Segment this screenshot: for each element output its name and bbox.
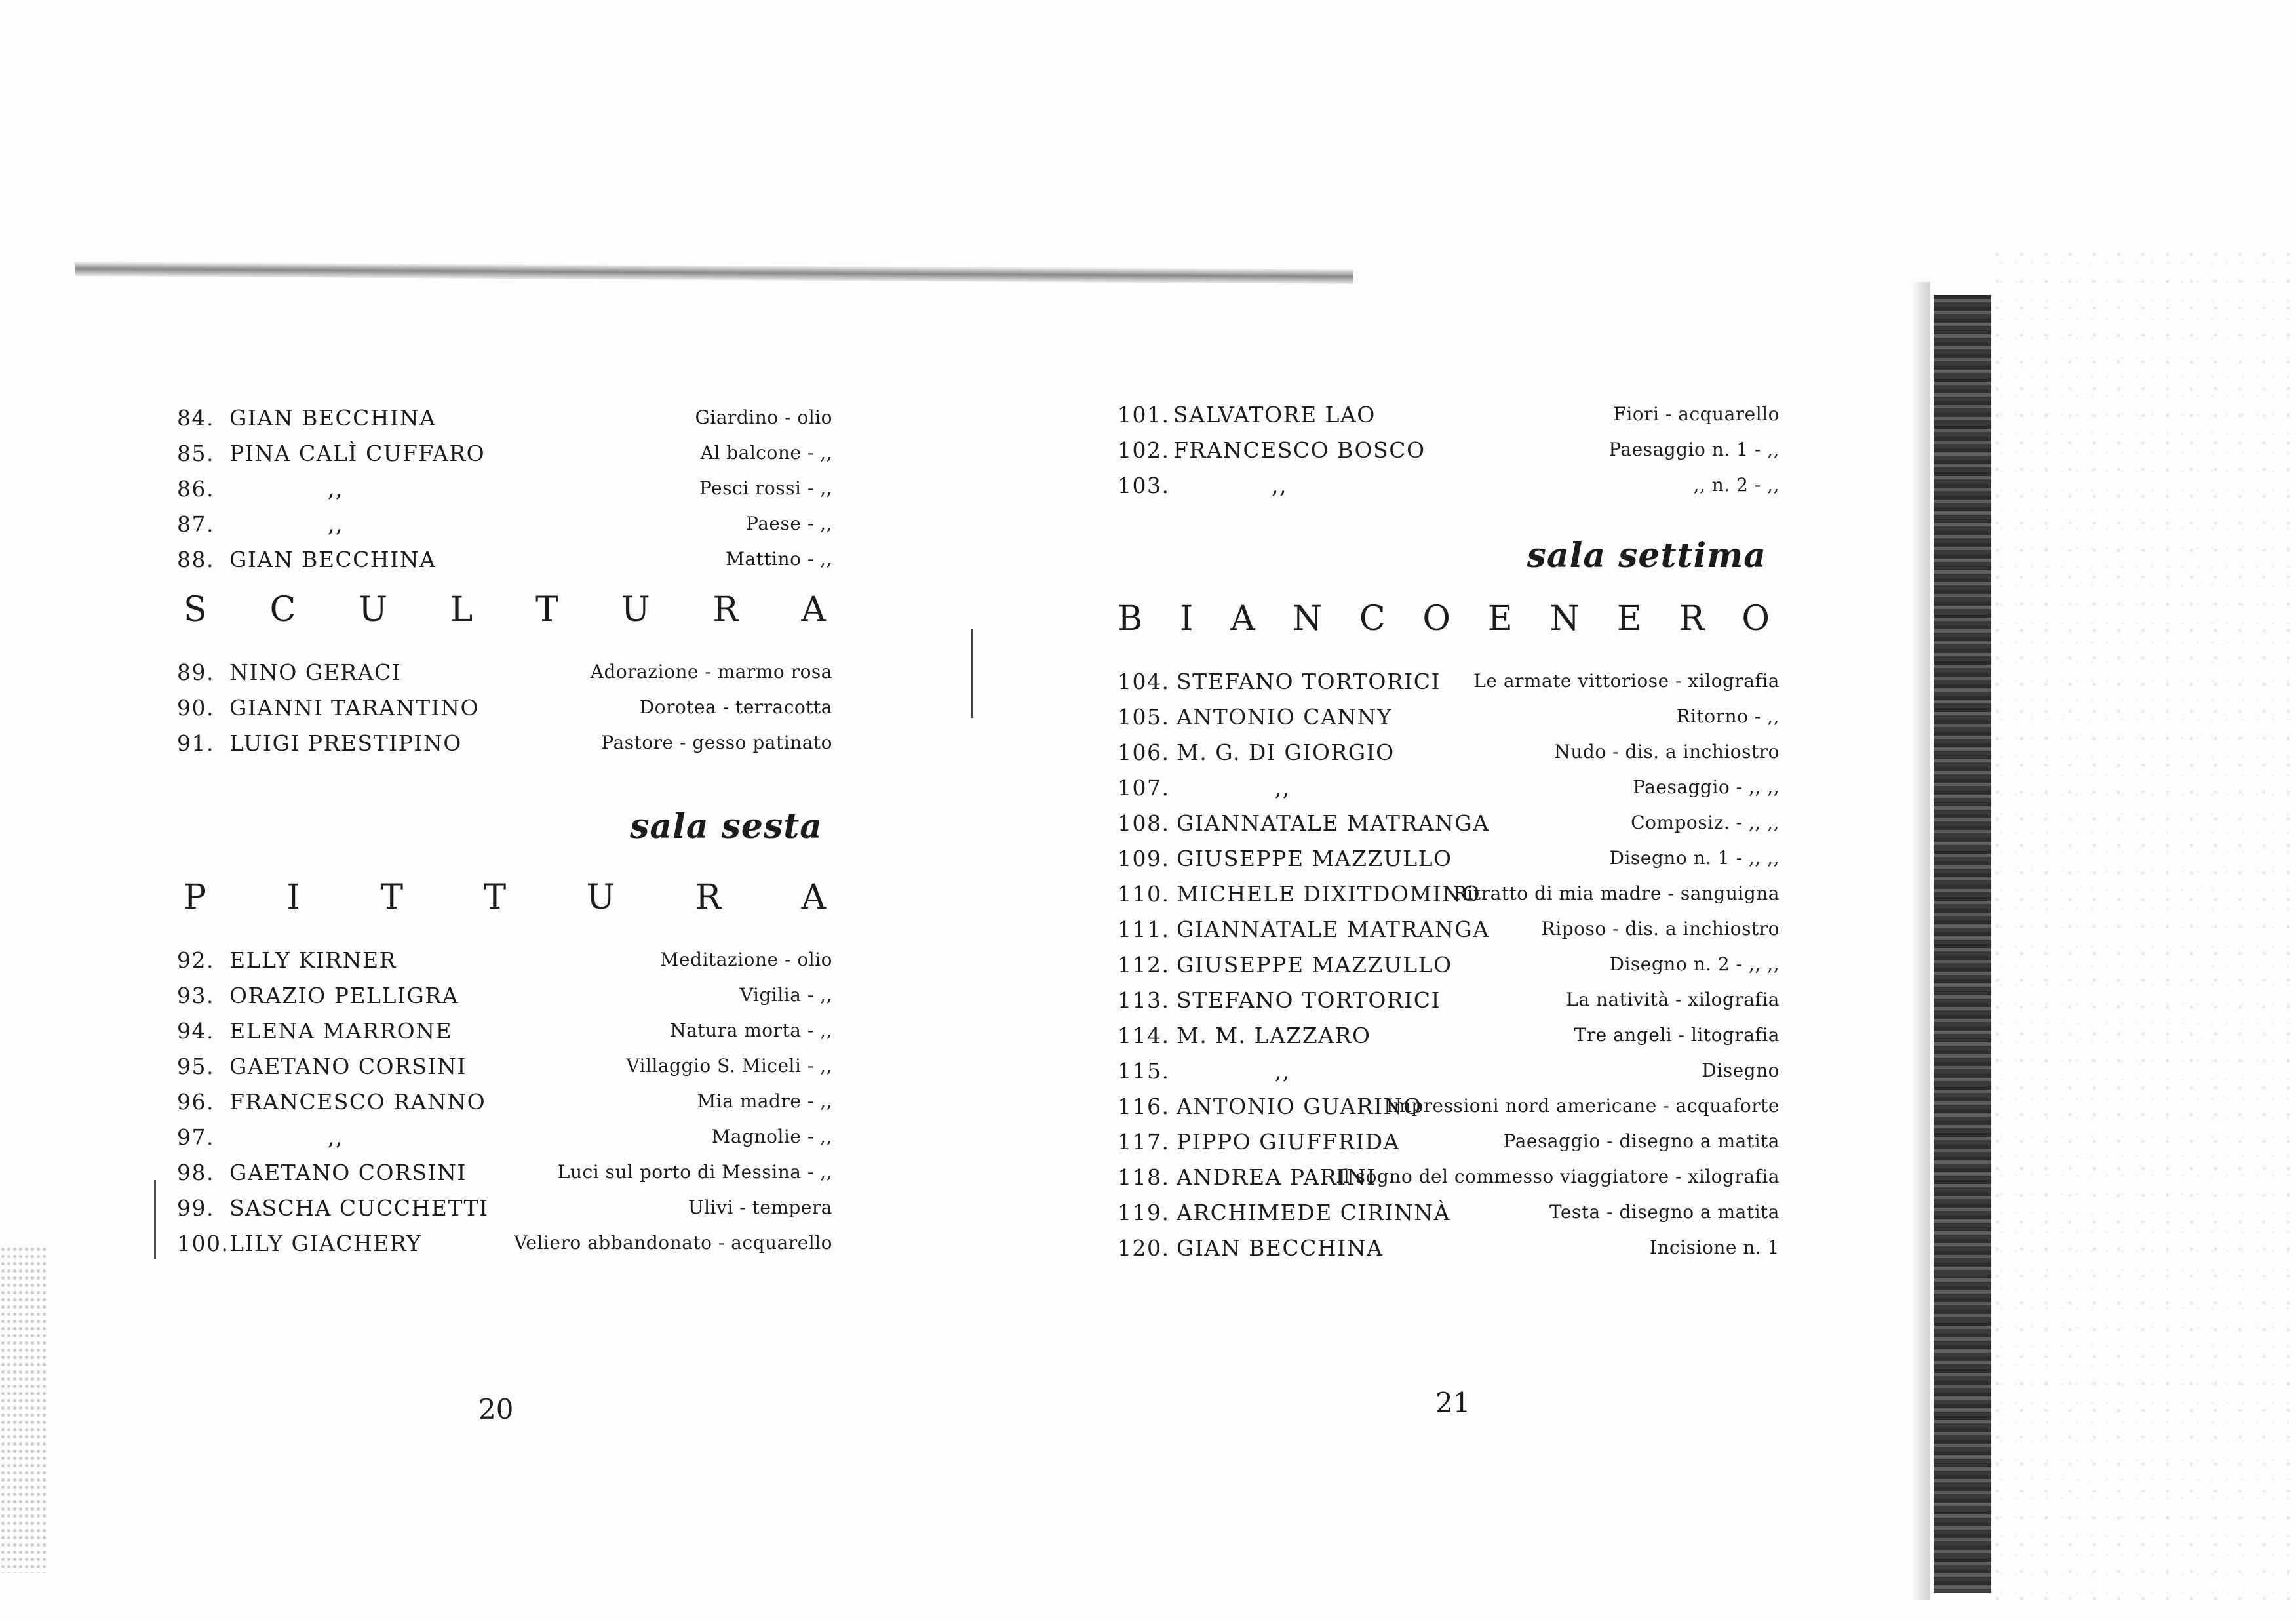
- heading-letter: U: [359, 590, 387, 629]
- page-edge-shadow: [75, 262, 1353, 284]
- entry-number: 95.: [177, 1054, 214, 1079]
- heading-letter: S: [184, 590, 207, 629]
- artwork-title: Le armate vittoriose - xilografia: [1473, 670, 1780, 692]
- artwork-title: Paese - ,,: [746, 513, 832, 534]
- artist-name: NINO GERACI: [229, 660, 402, 685]
- artist-name: GIANNI TARANTINO: [229, 695, 480, 721]
- heading-letter: R: [695, 878, 722, 917]
- heading-letter: T: [380, 878, 404, 917]
- entry-number: 87.: [177, 511, 214, 537]
- entry-number: 102.: [1118, 437, 1170, 463]
- artist-name: STEFANO TORTORICI: [1177, 669, 1441, 694]
- artist-name: GAETANO CORSINI: [229, 1054, 467, 1079]
- catalogue-entry: [1118, 1018, 1780, 1053]
- bianco-e-nero-heading: [1118, 599, 1770, 639]
- artwork-title: Al balcone - ,,: [700, 442, 832, 464]
- catalogue-entry: [177, 400, 832, 435]
- artist-name: ,,: [328, 1124, 343, 1150]
- artwork-title: Magnolie - ,,: [711, 1126, 832, 1147]
- heading-letter: C: [269, 590, 296, 629]
- right-page: [1118, 397, 1780, 1265]
- heading-letter: N: [1549, 599, 1580, 639]
- artwork-title: Meditazione - olio: [659, 949, 832, 970]
- catalogue-entry: [1118, 876, 1780, 911]
- heading-letter: T: [483, 878, 507, 917]
- artist-name: M. M. LAZZARO: [1177, 1023, 1371, 1048]
- entry-list-scultura: [177, 654, 832, 761]
- heading-letter: C: [1359, 599, 1386, 639]
- pittura-heading: [184, 878, 826, 917]
- entry-number: 88.: [177, 547, 214, 572]
- heading-letter: E: [1616, 599, 1642, 639]
- artwork-title: Impressioni nord americane - acquaforte: [1386, 1095, 1780, 1117]
- artwork-title: Tre angeli - litografia: [1574, 1024, 1780, 1046]
- entry-number: 109.: [1118, 846, 1170, 871]
- artist-name: FRANCESCO RANNO: [229, 1089, 486, 1115]
- artist-name: PIPPO GIUFFRIDA: [1177, 1129, 1400, 1155]
- entry-number: 97.: [177, 1124, 214, 1150]
- catalogue-entry: [1118, 1053, 1780, 1088]
- artwork-title: ,, n. 2 - ,,: [1693, 474, 1780, 496]
- artist-name: ,,: [328, 511, 343, 537]
- entry-number: 94.: [177, 1018, 214, 1044]
- catalogue-entry: [1118, 1088, 1780, 1124]
- catalogue-entry: [177, 471, 832, 506]
- catalogue-entry: [177, 725, 832, 761]
- entry-number: 110.: [1118, 881, 1170, 907]
- artist-name: ,,: [1275, 1058, 1291, 1084]
- catalogue-entry: [177, 435, 832, 471]
- catalogue-entry: [177, 1013, 832, 1048]
- entry-number: 105.: [1118, 704, 1170, 730]
- entry-number: 106.: [1118, 740, 1170, 765]
- center-mark: [971, 629, 973, 718]
- entry-number: 100.: [177, 1231, 229, 1256]
- catalogue-entry: [1118, 432, 1780, 467]
- catalogue-entry: [177, 1155, 832, 1190]
- artwork-title: Dorotea - terracotta: [639, 696, 832, 718]
- scan-noise-right: [1993, 249, 2296, 1600]
- artist-name: SASCHA CUCCHETTI: [229, 1195, 489, 1221]
- catalogue-entry: [1118, 397, 1780, 432]
- entry-number: 118.: [1118, 1164, 1170, 1190]
- sala-sesta-heading: sala sesta: [630, 806, 823, 846]
- artwork-title: Il sogno del commesso viaggiatore - xilografia: [1336, 1166, 1780, 1187]
- catalogue-entry: [177, 1190, 832, 1225]
- scultura-heading: [184, 590, 826, 629]
- artwork-title: La natività - xilografia: [1566, 989, 1780, 1010]
- artwork-title: Mia madre - ,,: [697, 1090, 832, 1112]
- heading-letter: U: [621, 590, 650, 629]
- artwork-title: Adorazione - marmo rosa: [590, 661, 832, 682]
- entry-number: 111.: [1118, 917, 1170, 942]
- heading-letter: R: [712, 590, 739, 629]
- artist-name: PINA CALÌ CUFFARO: [229, 441, 486, 466]
- artwork-title: Natura morta - ,,: [670, 1019, 832, 1041]
- artwork-title: Fiori - acquarello: [1613, 403, 1780, 425]
- catalogue-entry: [177, 654, 832, 690]
- artwork-title: Veliero abbandonato - acquarello: [514, 1232, 832, 1254]
- artwork-title: Disegno n. 2 - ,, ,,: [1609, 953, 1780, 975]
- catalogue-entry: [1118, 1230, 1780, 1265]
- heading-letter: E: [1487, 599, 1513, 639]
- catalogue-entry: [1118, 1195, 1780, 1230]
- binding-edge: [1934, 295, 1991, 1593]
- catalogue-entry: [177, 1119, 832, 1155]
- artwork-title: Giardino - olio: [695, 406, 832, 428]
- artist-name: GIAN BECCHINA: [229, 405, 437, 431]
- artwork-title: Vigilia - ,,: [739, 984, 832, 1006]
- artist-name: LILY GIACHERY: [229, 1231, 422, 1256]
- heading-letter: N: [1292, 599, 1323, 639]
- artist-name: ELLY KIRNER: [229, 947, 397, 973]
- entry-number: 99.: [177, 1195, 214, 1221]
- artwork-title: Paesaggio - ,, ,,: [1633, 776, 1780, 798]
- artist-name: ,,: [1272, 473, 1287, 498]
- entry-number: 92.: [177, 947, 214, 973]
- artwork-title: Ritratto di mia madre - sanguigna: [1452, 882, 1780, 904]
- artist-name: GIANNATALE MATRANGA: [1177, 917, 1490, 942]
- catalogue-entry: [1118, 1159, 1780, 1195]
- heading-letter: A: [1230, 599, 1255, 639]
- artist-name: ,,: [1275, 775, 1291, 801]
- artwork-title: Ulivi - tempera: [688, 1197, 832, 1218]
- catalogue-entry: [1118, 467, 1780, 503]
- artist-name: ANTONIO CANNY: [1177, 704, 1393, 730]
- artist-name: FRANCESCO BOSCO: [1173, 437, 1426, 463]
- heading-letter: O: [1422, 599, 1451, 639]
- heading-letter: A: [801, 878, 826, 917]
- left-page: [177, 400, 832, 1261]
- page-number-right: 21: [1435, 1387, 1471, 1419]
- heading-letter: R: [1679, 599, 1705, 639]
- artwork-title: Paesaggio n. 1 - ,,: [1608, 439, 1780, 460]
- artwork-title: Disegno n. 1 - ,, ,,: [1609, 847, 1780, 869]
- entry-number: 104.: [1118, 669, 1170, 694]
- artwork-title: Luci sul porto di Messina - ,,: [557, 1161, 832, 1183]
- entry-number: 119.: [1118, 1200, 1170, 1225]
- entry-number: 91.: [177, 730, 214, 756]
- artist-name: MICHELE DIXITDOMINO: [1177, 881, 1481, 907]
- entry-number: 90.: [177, 695, 214, 721]
- sala-settima-heading: sala settima: [1527, 536, 1766, 576]
- entry-number: 98.: [177, 1160, 214, 1185]
- artist-name: ORAZIO PELLIGRA: [229, 983, 459, 1008]
- heading-letter: T: [535, 590, 558, 629]
- heading-letter: U: [586, 878, 615, 917]
- artist-name: GIANNATALE MATRANGA: [1177, 810, 1490, 836]
- entry-number: 120.: [1118, 1235, 1170, 1261]
- catalogue-entry: [1118, 699, 1780, 734]
- artwork-title: Nudo - dis. a inchiostro: [1554, 741, 1780, 762]
- artwork-title: Ritorno - ,,: [1676, 705, 1780, 727]
- catalogue-entry: [1118, 734, 1780, 770]
- heading-letter: O: [1741, 599, 1770, 639]
- heading-letter: P: [184, 878, 206, 917]
- entry-number: 84.: [177, 405, 214, 431]
- margin-mark: [154, 1180, 156, 1259]
- artist-name: SALVATORE LAO: [1173, 402, 1376, 427]
- catalogue-entry: [177, 1048, 832, 1084]
- artist-name: ARCHIMEDE CIRINNÀ: [1177, 1200, 1450, 1225]
- artist-name: GIUSEPPE MAZZULLO: [1177, 846, 1452, 871]
- entry-number: 85.: [177, 441, 214, 466]
- artwork-title: Pesci rossi - ,,: [699, 477, 832, 499]
- catalogue-entry: [177, 690, 832, 725]
- catalogue-entry: [1118, 911, 1780, 947]
- scan-noise-left: [0, 1246, 46, 1573]
- page-fold-shadow: [1911, 282, 1930, 1600]
- catalogue-entry: [1118, 663, 1780, 699]
- catalogue-entry: [1118, 805, 1780, 841]
- entry-list-bianco-e-nero: [1118, 663, 1780, 1265]
- heading-letter: I: [286, 878, 300, 917]
- entry-number: 113.: [1118, 987, 1170, 1013]
- page-number-left: 20: [478, 1393, 514, 1425]
- catalogue-entry: [177, 542, 832, 577]
- artist-name: LUIGI PRESTIPINO: [229, 730, 462, 756]
- artwork-title: Pastore - gesso patinato: [601, 732, 832, 753]
- entry-list-pittura: [177, 942, 832, 1261]
- entry-number: 108.: [1118, 810, 1170, 836]
- entry-number: 93.: [177, 983, 214, 1008]
- entry-number: 89.: [177, 660, 214, 685]
- artwork-title: Testa - disegno a matita: [1549, 1201, 1780, 1223]
- entry-number: 115.: [1118, 1058, 1170, 1084]
- entry-number: 116.: [1118, 1094, 1170, 1119]
- entry-list-top-right: [1118, 397, 1780, 503]
- artist-name: M. G. DI GIORGIO: [1177, 740, 1395, 765]
- artist-name: ANTONIO GUARINO: [1177, 1094, 1422, 1119]
- entry-number: 112.: [1118, 952, 1170, 978]
- artist-name: GIAN BECCHINA: [1177, 1235, 1384, 1261]
- entry-number: 107.: [1118, 775, 1170, 801]
- artwork-title: Incisione n. 1: [1649, 1236, 1780, 1258]
- catalogue-entry: [177, 506, 832, 542]
- artwork-title: Mattino - ,,: [726, 548, 832, 570]
- entry-number: 101.: [1118, 402, 1170, 427]
- catalogue-entry: [1118, 841, 1780, 876]
- catalogue-entry: [177, 1084, 832, 1119]
- artist-name: GAETANO CORSINI: [229, 1160, 467, 1185]
- catalogue-entry: [1118, 1124, 1780, 1159]
- entry-number: 86.: [177, 476, 214, 502]
- artist-name: ,,: [328, 476, 343, 502]
- entry-list-top: [177, 400, 832, 577]
- catalogue-entry: [177, 1225, 832, 1261]
- artwork-title: Paesaggio - disegno a matita: [1503, 1130, 1780, 1152]
- entry-number: 117.: [1118, 1129, 1170, 1155]
- catalogue-entry: [1118, 947, 1780, 982]
- artist-name: ANDREA PARINI: [1177, 1164, 1376, 1190]
- artist-name: ELENA MARRONE: [229, 1018, 453, 1044]
- artist-name: GIAN BECCHINA: [229, 547, 437, 572]
- artwork-title: Composiz. - ,, ,,: [1631, 812, 1780, 833]
- artist-name: GIUSEPPE MAZZULLO: [1177, 952, 1452, 978]
- catalogue-entry: [177, 978, 832, 1013]
- catalogue-entry: [1118, 982, 1780, 1018]
- catalogue-entry: [177, 942, 832, 978]
- catalogue-entry: [1118, 770, 1780, 805]
- entry-number: 114.: [1118, 1023, 1170, 1048]
- artwork-title: Villaggio S. Miceli - ,,: [626, 1055, 832, 1077]
- artwork-title: Riposo - dis. a inchiostro: [1541, 918, 1780, 940]
- heading-letter: A: [801, 590, 826, 629]
- heading-letter: L: [450, 590, 473, 629]
- artwork-title: Disegno: [1702, 1059, 1780, 1081]
- heading-letter: I: [1179, 599, 1194, 639]
- entry-number: 103.: [1118, 473, 1170, 498]
- entry-number: 96.: [177, 1089, 214, 1115]
- heading-letter: B: [1118, 599, 1143, 639]
- artist-name: STEFANO TORTORICI: [1177, 987, 1441, 1013]
